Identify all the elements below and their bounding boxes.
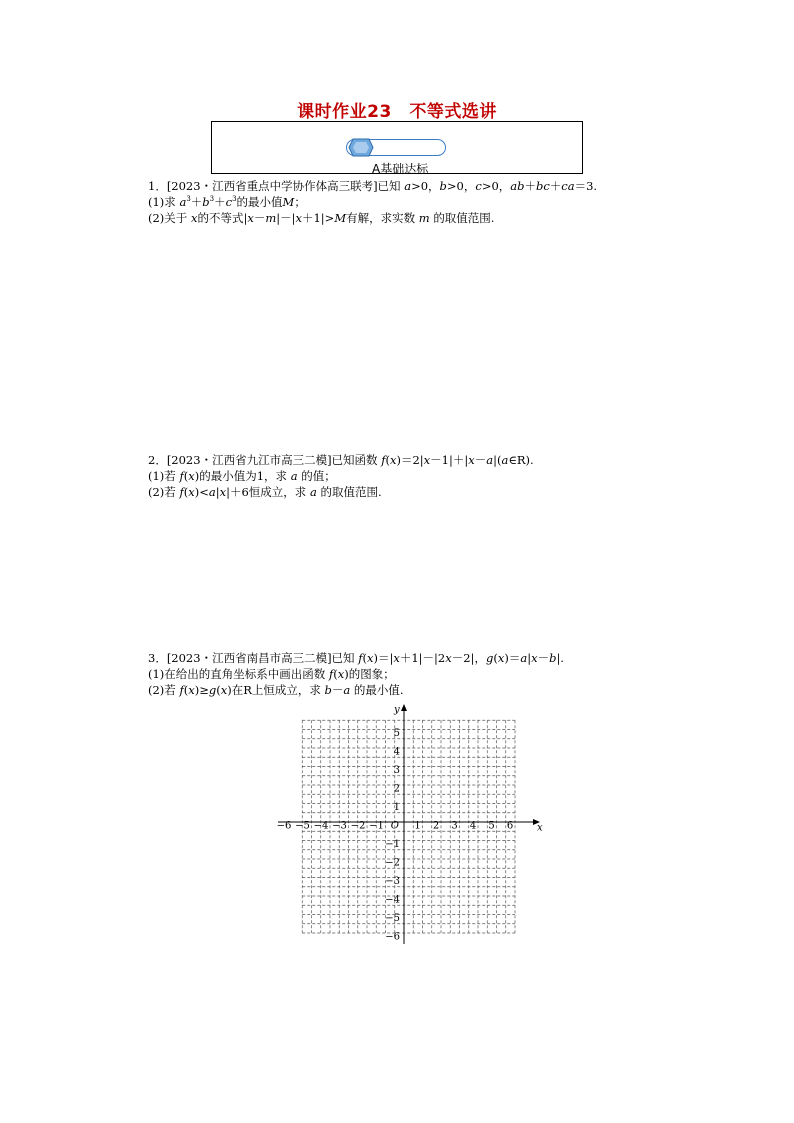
problem-3: [148, 650, 564, 698]
y-tick-label: 1: [393, 802, 400, 813]
problem-2-line-2: (1)若 f(x)的最小值为1，求 a 的值；: [148, 469, 336, 483]
problem-1-line-1: 1．[2023・江西省重点中学协作体高三联考]已知 a>0，b>0，c>0，ab＋bc＋ca＝3.: [148, 179, 598, 193]
x-tick-label: 6: [506, 820, 514, 832]
problem-3-line-1: 3．[2023・江西省南昌市高三二模]已知 f(x)＝|x＋1|－|2x－2|，g(x)＝a|x－b|.: [148, 651, 564, 665]
problem-1: [148, 178, 597, 226]
problem-3-line-3: (2)若 f(x)≥g(x)在R上恒成立，求 b－a 的最小值.: [148, 683, 404, 697]
problem-2-line-3: (2)若 f(x)<a|x|＋6恒成立，求 a 的取值范围.: [148, 485, 382, 499]
page-title: 课时作业23 不等式选讲: [297, 102, 497, 122]
x-tick-label: −1: [369, 820, 384, 832]
y-tick-label: −5: [385, 913, 400, 924]
y-axis-arrow: [401, 704, 407, 711]
x-tick-label: −5: [295, 820, 310, 832]
y-tick-label: −4: [385, 894, 400, 906]
section-label: A基础达标: [372, 162, 429, 176]
x-tick-label: 3: [451, 820, 458, 832]
x-tick-label: −2: [350, 820, 366, 832]
problem-2: [148, 452, 534, 500]
section-header-box: [211, 121, 583, 174]
y-tick-label: 5: [393, 728, 400, 739]
y-tick-label: −6: [385, 931, 400, 943]
x-tick-label: −4: [313, 820, 329, 832]
coordinate-grid: [276, 700, 548, 950]
hexagon-badge-icon: [348, 138, 374, 157]
y-tick-label: 2: [393, 783, 400, 795]
x-tick-label: 2: [432, 820, 440, 832]
problem-1-line-3: (2)关于 x的不等式|x－m|－|x＋1|>M有解，求实数 m 的取值范围.: [148, 211, 495, 225]
origin-label: O: [390, 820, 399, 832]
y-tick-label: −1: [385, 839, 400, 850]
x-axis-label: x: [537, 822, 543, 834]
x-tick-label: 4: [469, 820, 477, 832]
problem-2-line-1: 2．[2023・江西省九江市高三二模]已知函数 f(x)＝2|x－1|＋|x－a|(a∈R).: [148, 453, 534, 467]
y-tick-label: −3: [385, 876, 400, 887]
y-tick-label: 3: [393, 765, 400, 776]
y-axis-label: y: [394, 704, 400, 716]
x-tick-label: −3: [332, 820, 347, 832]
problem-3-line-2: (1)在给出的直角坐标系中画出函数 f(x)的图象；: [148, 667, 395, 681]
tick-labels: [277, 705, 543, 943]
x-tick-label: 1: [414, 820, 421, 832]
y-tick-label: 4: [393, 746, 400, 758]
problem-1-line-2: (1)求 $a^3+b^3+c^3$的最小值M；: [148, 195, 306, 209]
y-tick-label: −2: [385, 857, 400, 869]
x-tick-label: −6: [276, 820, 292, 832]
x-tick-label: 5: [488, 820, 495, 832]
